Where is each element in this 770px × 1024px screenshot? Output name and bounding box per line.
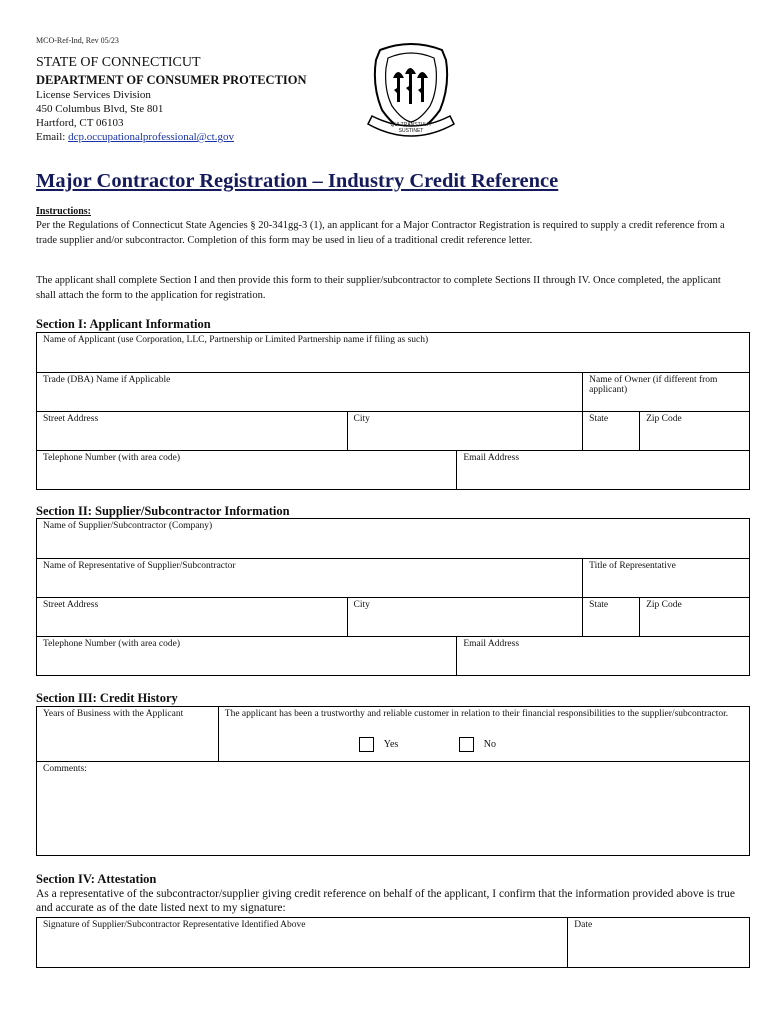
page-title: Major Contractor Registration – Industry Credit Reference [36,170,559,192]
instructions-paragraph-2: The applicant shall complete Section I and then provide this form to their supplier/subcontractor to complete Sections II through IV. Once completed, the applicant shall attach the form to the application for registration. [36,275,721,301]
state-seal [360,38,462,140]
supplier-phone-field[interactable]: Telephone Number (with area code) [37,637,457,676]
city-address: Hartford, CT 06103 [36,117,124,129]
applicant-email-field[interactable]: Email Address [457,451,750,490]
credit-history-table [36,706,750,856]
form-revision: MCO-Ref-Ind, Rev 05/23 [36,36,119,45]
applicant-city-field[interactable]: City [347,412,583,451]
applicant-name-field[interactable]: Name of Applicant (use Corporation, LLC, Partnership or Limited Partnership name if filing as such) [37,333,750,373]
email-link[interactable]: dcp.occupationalprofessional@ct.gov [68,131,234,143]
state-name: STATE OF CONNECTICUT [36,55,201,70]
date-field[interactable]: Date [568,918,750,968]
signature-field[interactable]: Signature of Supplier/Subcontractor Representative Identified Above [37,918,568,968]
applicant-zip-field[interactable]: Zip Code [640,412,750,451]
instructions-heading: Instructions: [36,206,92,217]
dba-name-field[interactable]: Trade (DBA) Name if Applicable [37,373,583,412]
years-of-business-field[interactable]: Years of Business with the Applicant [37,707,219,762]
no-option[interactable] [459,737,496,752]
yes-checkbox[interactable] [359,737,374,752]
supplier-name-field[interactable]: Name of Supplier/Subcontractor (Company) [37,519,750,559]
reliability-statement-cell [218,707,749,762]
department-name: DEPARTMENT OF CONSUMER PROTECTION [36,73,307,87]
reliability-statement: The applicant has been a trustworthy and reliable customer in relation to their financial responsibilities to the supplier/subcontractor. [224,709,729,719]
section-3-heading: Section III: Credit History [36,691,178,705]
supplier-zip-field[interactable]: Zip Code [640,598,750,637]
owner-name-field[interactable]: Name of Owner (if different from applicant) [583,373,750,412]
street-address: 450 Columbus Blvd, Ste 801 [36,103,164,115]
supplier-info-table [36,518,750,676]
supplier-street-field[interactable]: Street Address [37,598,348,637]
applicant-info-table [36,332,750,490]
no-checkbox[interactable] [459,737,474,752]
representative-title-field[interactable]: Title of Representative [583,559,750,598]
applicant-state-field[interactable]: State [583,412,640,451]
section-4-heading: Section IV: Attestation [36,872,157,886]
attestation-text: As a representative of the subcontractor/supplier giving credit reference on behalf of the applicant, I confirm that the information provided above is true and accurate as of the date listed next to my signature: [36,888,736,914]
yes-label: Yes [383,738,399,750]
no-label: No [483,738,496,750]
supplier-email-field[interactable]: Email Address [457,637,750,676]
email-label: Email: [36,131,69,143]
supplier-state-field[interactable]: State [583,598,640,637]
attestation-table [36,917,750,968]
yes-option[interactable] [359,737,399,752]
representative-name-field[interactable]: Name of Representative of Supplier/Subcontractor [37,559,583,598]
section-1-heading: Section I: Applicant Information [36,317,211,331]
applicant-street-field[interactable]: Street Address [37,412,348,451]
division-name: License Services Division [36,89,151,101]
section-2-heading: Section II: Supplier/Subcontractor Information [36,504,290,518]
instructions-paragraph-1: Per the Regulations of Connecticut State Agencies § 20-341gg-3 (1), an applicant for a Major Contractor Registration is required to supply a credit reference from a trade supplier and/or subcontractor. Completion of this form may be used in lieu of a traditional credit reference letter. [36,220,725,246]
supplier-city-field[interactable]: City [347,598,583,637]
contact-email [36,130,234,144]
comments-field[interactable]: Comments: [37,762,750,856]
seal-motto: QUI TRANSTULIT SUSTINET [390,122,432,134]
applicant-phone-field[interactable]: Telephone Number (with area code) [37,451,457,490]
